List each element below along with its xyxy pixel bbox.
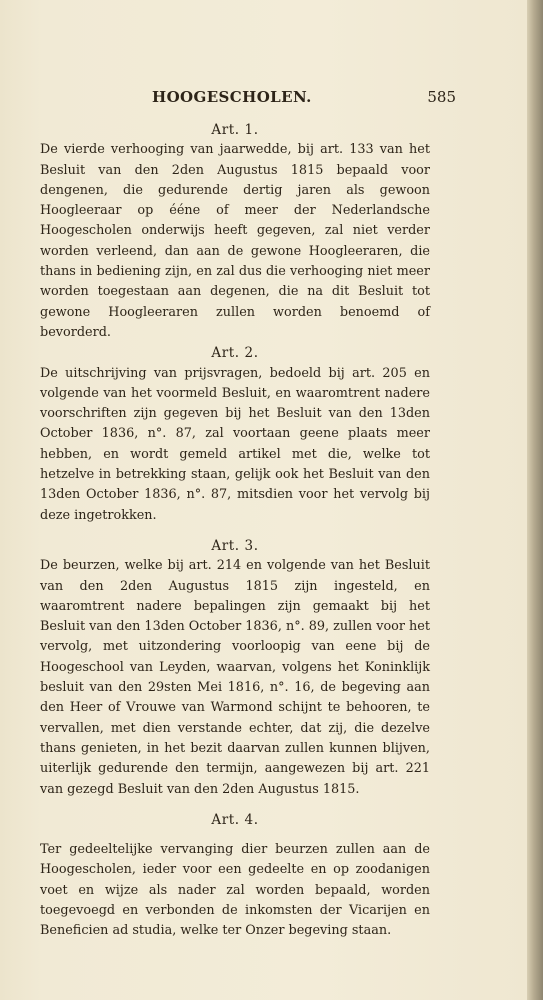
- article-text: De vierde verhooging van jaarwedde, bij art. 133 van het Besluit van den 2den Augustus 1815 bepaald voor dengenen, die gedurende dertig jaren als gewoon Hoogleeraar op ééne of meer der Nederlandsche Hoogescholen onderwijs heeft gegeven, zal niet verder worden verleend, dan aan de gewone Hoogleeraren, die thans in bediening zijn, en zal dus die verhooging niet meer worden toegestaan aan degenen, die na dit Besluit tot gewone Hoogleeraren zullen worden benoemd of bevorderd.: [40, 142, 430, 340]
- page-body: [40, 120, 430, 942]
- article-title: Art. 1.: [211, 122, 259, 138]
- running-head: HOOGESCHOLEN.: [152, 88, 312, 106]
- article-4: [40, 810, 430, 942]
- page-edge-shadow: [527, 0, 543, 1000]
- article-title: Art. 4.: [211, 811, 259, 828]
- article-text: De beurzen, welke bij art. 214 en volgende van het Besluit van den 2den Augustus 1815 zijn ingesteld, en waaromtrent nadere bepalingen zijn gemaakt bij het Besluit van den 13den October 1836, n°. 89, zullen voor het vervolg, met uitzondering voorloopig van eene bij de Hoogeschool van Leyden, waarvan, volgens het Koninklijk besluit van den 29sten Mei 1816, n°. 16, de begeving aan den Heer of Vrouwe van Warmond schijnt te behooren, te vervallen, met dien verstande echter, dat zij, die dezelve thans genieten, in het bezit daarvan zullen kunnen blijven, uiterlijk gedurende den termijn, aangewezen bij art. 221 van gezegd Besluit van den 2den Augustus 1815.: [40, 558, 430, 797]
- article-title: Art. 3.: [211, 537, 259, 554]
- article-3: [40, 536, 430, 800]
- article-text: Ter gedeeltelijke vervanging dier beurzen zullen aan de Hoogescholen, ieder voor een gedeelte en op zoodanigen voet en wijze als nader zal worden bepaald, worden toegevoegd en verbonden de inkomsten der Vicarijen en Beneficien ad studia, welke ter Onzer begeving staan.: [40, 842, 430, 939]
- article-text: De uitschrijving van prijsvragen, bedoeld bij art. 205 en volgende van het voormeld Besluit, en waaromtrent nadere voorschriften zijn gegeven bij het Besluit van den 13den October 1836, n°. 87, zal voortaan geene plaats meer hebben, en wordt gemeld artikel met die, welke tot hetzelve in betrekking staan, gelijk ook het Besluit van den 13den October 1836, n°. 87, mitsdien voor het vervolg bij deze ingetrokken.: [40, 365, 430, 523]
- article-2: [40, 343, 430, 526]
- page-header: [40, 88, 456, 112]
- page-number: 585: [427, 88, 456, 106]
- article-1: [40, 120, 430, 343]
- article-title: Art. 2.: [211, 345, 259, 362]
